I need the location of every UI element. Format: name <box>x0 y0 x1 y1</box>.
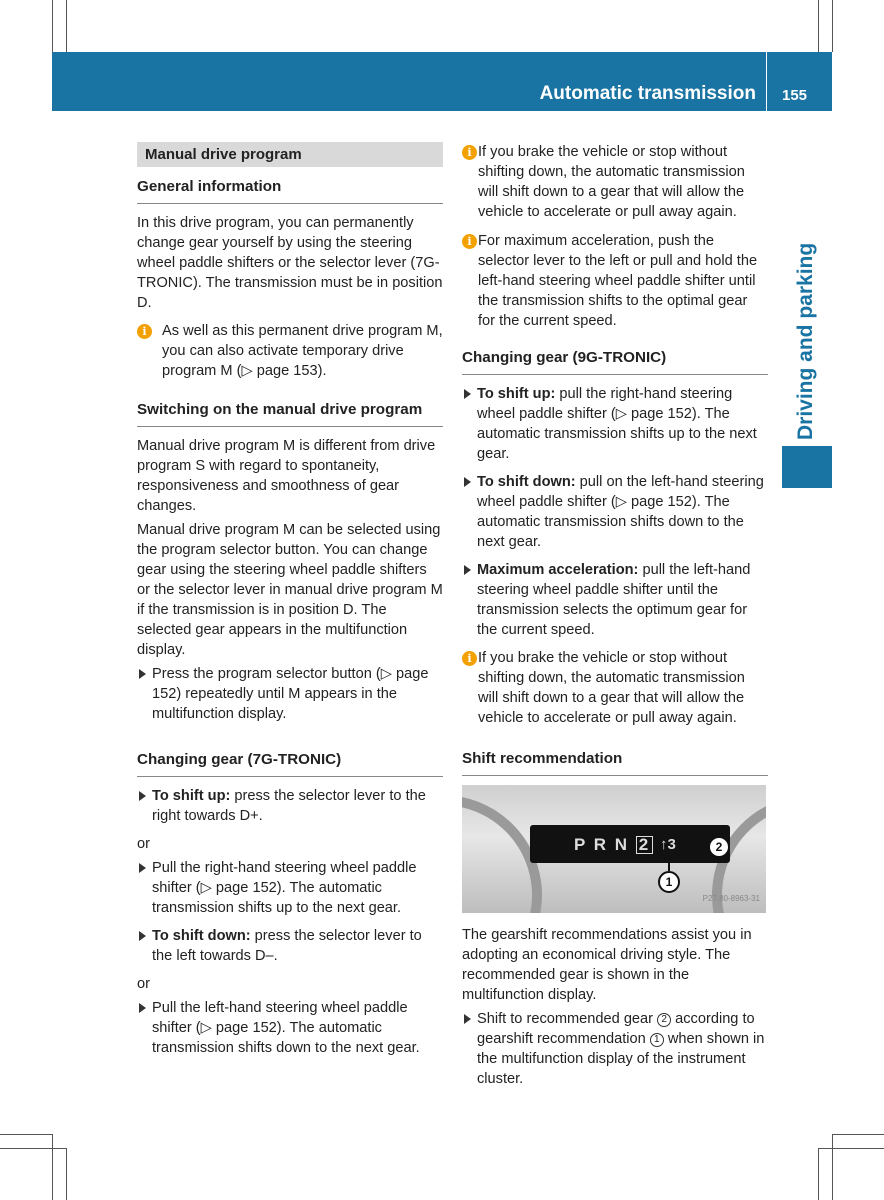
instrument-cluster-figure <box>462 785 766 913</box>
left-column <box>137 142 443 1066</box>
heading-changing-gear-7g: Changing gear (7G-TRONIC) <box>137 750 443 777</box>
section-title: Manual drive program <box>137 142 443 167</box>
side-tab-marker <box>782 446 832 488</box>
bullet-text: Press the program selector button (▷ page 152) repeatedly until M appears in the multifunction display. <box>152 666 429 722</box>
list-item <box>137 664 443 724</box>
note-text: For maximum acceleration, push the selector lever to the left or pull and hold the left-hand steering wheel paddle shifter until the transmission shifts to the optimal gear for the current speed. <box>478 233 758 329</box>
figure-code: P27.80-8963-31 <box>702 894 760 903</box>
bullet-triangle-icon <box>139 1003 146 1013</box>
note-text: If you brake the vehicle or stop without shifting down, the automatic transmission will shift down to a gear that will allow the vehicle to accelerate or pull away again. <box>478 144 745 220</box>
bullet-text: press the selector lever to the right towards D+. <box>152 788 426 824</box>
crop-mark <box>66 1148 67 1200</box>
bullet-label: To shift down: <box>477 474 576 490</box>
info-note <box>137 321 443 381</box>
info-icon: i <box>462 234 477 249</box>
bullet-text: Shift to recommended gear <box>477 1011 658 1027</box>
bullet-triangle-icon <box>139 791 146 801</box>
bullet-label: To shift down: <box>152 928 251 944</box>
paragraph: The gearshift recommendations assist you in adopting an economical driving style. The recommended gear is shown in the multifunction display. <box>462 927 752 1003</box>
note-text: If you brake the vehicle or stop without shifting down, the automatic transmission will shift down to a gear that will allow the vehicle to accelerate or pull away again. <box>478 650 745 726</box>
bullet-triangle-icon <box>464 565 471 575</box>
list-item <box>462 472 768 552</box>
bullet-label: Maximum acceleration: <box>477 562 639 578</box>
info-note <box>462 142 768 222</box>
heading-changing-gear-9g: Changing gear (9G-TRONIC) <box>462 348 768 375</box>
list-item <box>137 858 443 918</box>
callout-line <box>668 857 670 871</box>
bullet-text: press the selector lever to the left towards D–. <box>152 928 422 964</box>
page-title: Automatic transmission <box>539 83 756 104</box>
gear-recommendation: ↑3 <box>660 836 676 853</box>
info-icon: i <box>462 651 477 666</box>
crop-mark <box>0 1148 66 1149</box>
callout-ref-2: 2 <box>657 1013 671 1027</box>
or-text: or <box>137 836 150 852</box>
bullet-label: To shift up: <box>477 386 556 402</box>
crop-mark <box>0 1134 52 1135</box>
side-tab-label: Driving and parking <box>794 242 817 440</box>
list-item <box>462 1009 768 1089</box>
gear-letters: P R N <box>574 835 630 854</box>
page-number: 155 <box>782 87 808 104</box>
bullet-triangle-icon <box>139 931 146 941</box>
crop-mark <box>832 0 833 52</box>
right-column <box>462 142 768 1097</box>
crop-mark <box>832 1134 833 1200</box>
gear-indicator <box>574 835 653 855</box>
paragraph: In this drive program, you can permanently change gear yourself by using the steering wheel paddle shifters or the selector lever (7G-TRONIC). The transmission must be in position D. <box>137 215 443 311</box>
or-text: or <box>137 976 150 992</box>
crop-mark <box>818 1148 884 1149</box>
info-note <box>462 231 768 331</box>
callout-ref-1: 1 <box>650 1033 664 1047</box>
info-icon: i <box>137 324 152 339</box>
bullet-text: pull the left-hand steering wheel paddle shifter until the transmission selects the optimum gear for the current speed. <box>477 562 751 638</box>
bullet-triangle-icon <box>464 1014 471 1024</box>
callout-1: 1 <box>658 871 680 893</box>
list-item <box>137 998 443 1058</box>
bullet-text: Pull the left-hand steering wheel paddle shifter (▷ page 152). The automatic transmission shifts down to the next gear. <box>152 1000 420 1056</box>
bullet-text: according to gearshift recommendation <box>477 1011 755 1047</box>
crop-mark <box>66 0 67 52</box>
info-note <box>462 648 768 728</box>
note-text: As well as this permanent drive program M, you can also activate temporary drive program M (▷ page 153). <box>162 323 443 379</box>
bullet-label: To shift up: <box>152 788 231 804</box>
list-item <box>462 384 768 464</box>
bullet-triangle-icon <box>464 389 471 399</box>
crop-mark <box>832 1134 884 1135</box>
bullet-text: pull on the left-hand steering wheel paddle shifter (▷ page 152). The automatic transmission shifts down to the next gear. <box>477 474 764 550</box>
heading-switching-on: Switching on the manual drive program <box>137 400 443 427</box>
crop-mark <box>52 1134 53 1200</box>
crop-mark <box>818 0 819 52</box>
bullet-triangle-icon <box>139 669 146 679</box>
current-gear: 2 <box>636 836 653 854</box>
crop-mark <box>818 1148 819 1200</box>
heading-shift-recommendation: Shift recommendation <box>462 749 768 776</box>
list-item <box>137 786 443 826</box>
bullet-text: pull the right-hand steering wheel paddle shifter (▷ page 152). The automatic transmission shifts up to the next gear. <box>477 386 757 462</box>
callout-2: 2 <box>708 836 730 858</box>
bullet-text: when shown in the multifunction display of the instrument cluster. <box>477 1031 765 1087</box>
callout-line <box>682 846 708 848</box>
bullet-triangle-icon <box>464 477 471 487</box>
bullet-triangle-icon <box>139 863 146 873</box>
info-icon: i <box>462 145 477 160</box>
bullet-text: Pull the right-hand steering wheel paddle shifter (▷ page 152). The automatic transmission shifts up to the next gear. <box>152 860 417 916</box>
crop-mark <box>52 0 53 52</box>
list-item <box>137 926 443 966</box>
paragraph: Manual drive program M can be selected using the program selector button. You can change gear using the steering wheel paddle shifters or the selector lever in manual drive program M if the transmission is in position D. The selected gear appears in the multifunction display. <box>137 522 443 658</box>
list-item <box>462 560 768 640</box>
header-separator <box>766 52 767 111</box>
paragraph: Manual drive program M is different from drive program S with regard to spontaneity, responsiveness and smoothness of gear changes. <box>137 438 436 514</box>
heading-general-information: General information <box>137 177 443 204</box>
